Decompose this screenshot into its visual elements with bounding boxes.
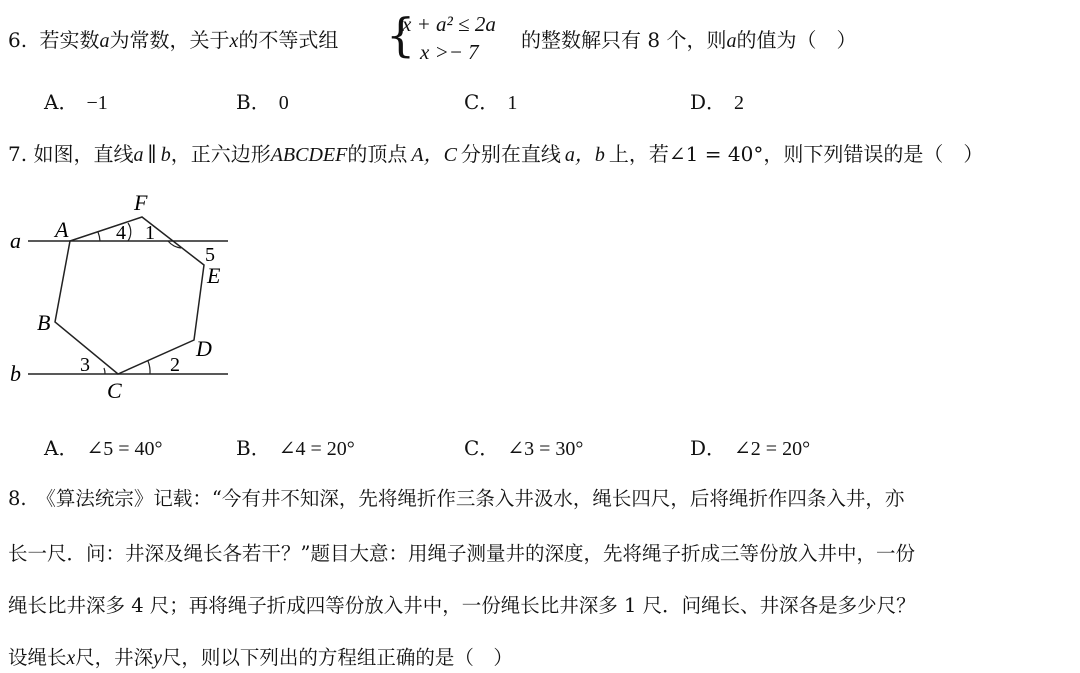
q6-option-d[interactable] (690, 86, 744, 115)
q6-option-b[interactable] (236, 86, 289, 115)
label-a: a (10, 228, 21, 253)
q7-var-b: b (160, 144, 171, 166)
angle-2-arc (148, 361, 150, 374)
q6-stem-tail (521, 24, 856, 53)
option-value: ∠3 = 30° (507, 438, 584, 460)
option-value: −1 (86, 92, 108, 114)
label-B: B (37, 310, 51, 335)
q7-hexagon-name: ABCDEF (270, 144, 348, 166)
label-angle-1: 1 (145, 222, 155, 244)
q7-option-b[interactable] (236, 432, 355, 461)
q6-brace: { (386, 8, 416, 62)
q8-var-y: y (153, 648, 162, 669)
angle-1-arc (128, 223, 131, 241)
q6-number: 6. (8, 28, 28, 52)
q8-line-3: 绳长比井深多 4 尺；再将绳子折成四等份放入井中，一份绳长比井深多 1 尺．问绳长、井深各是多少尺？ (8, 594, 916, 617)
option-value: 0 (278, 92, 289, 114)
q7-stem-text-4: 分别在直线 (460, 142, 561, 166)
option-value: 2 (734, 92, 745, 114)
option-value: ∠5 = 40° (86, 438, 163, 460)
q6-stem-text-5: 的值为（ ） (736, 28, 857, 52)
q6-var-a: a (99, 30, 110, 52)
option-label: A． (44, 90, 79, 114)
angle-4-arc (98, 232, 100, 241)
option-label: B． (236, 436, 271, 460)
q6-stem-text-2: 为常数，关于 (109, 28, 230, 52)
option-label: A． (44, 436, 79, 460)
label-angle-5: 5 (205, 244, 215, 266)
label-F: F (134, 190, 148, 215)
hexagon-figure (0, 180, 240, 405)
q6-inequality-2: x >− 7 (420, 40, 479, 64)
label-A: A (55, 217, 69, 242)
option-value: ∠2 = 20° (734, 438, 811, 460)
q7-stem-text-2: ，正六边形 (170, 142, 271, 166)
option-label: B． (236, 90, 271, 114)
label-E: E (207, 263, 221, 288)
label-angle-2: 2 (170, 354, 180, 376)
q7-stem-text-3: 的顶点 (347, 142, 408, 166)
q7-option-c[interactable] (464, 432, 583, 461)
parallel-symbol: ∥ (147, 144, 157, 166)
q7-option-d[interactable] (690, 432, 810, 461)
q8-text: 设绳长 (8, 646, 67, 669)
q6-var-a-2: a (726, 30, 737, 52)
q6-option-c[interactable] (464, 86, 517, 115)
q7-stem-text: 7. 如图，直线 (8, 142, 134, 166)
q6-stem-text: 若实数 (39, 28, 100, 52)
angle-3-arc (104, 368, 105, 374)
q8-line-4 (8, 642, 513, 670)
q6-stem-text-4: 的整数解只有 8 个，则 (521, 28, 727, 52)
option-label: D． (690, 436, 727, 460)
option-label: C． (464, 90, 500, 114)
q6-inequality-1: x + a² ≤ 2a (402, 12, 496, 36)
q7-var-a: a (133, 144, 144, 166)
q8-var-x: x (66, 648, 76, 669)
q7-lines: a，b (564, 144, 605, 166)
label-C: C (107, 378, 122, 403)
q8-text-3: 尺，则以下列出的方程组正确的是（ ） (161, 646, 513, 669)
label-angle-3: 3 (80, 354, 90, 376)
label-angle-4: 4 (116, 222, 126, 244)
q6-var-x: x (229, 30, 239, 52)
q6-stem (8, 24, 338, 53)
option-label: C． (464, 436, 500, 460)
label-D: D (196, 336, 212, 361)
q8-line-2: 长一尺．问：井深及绳长各若干？”题目大意：用绳子测量井的深度，先将绳子折成三等份放入井中，一份 (8, 542, 915, 565)
label-b: b (10, 361, 21, 386)
option-label: D． (690, 90, 727, 114)
q6-option-a[interactable] (44, 86, 108, 115)
q6-stem-text-3: 的不等式组 (238, 28, 339, 52)
q7-option-a[interactable] (44, 432, 163, 461)
q7-stem-text-5: 上，若∠1 = 40°，则下列错误的是（ ） (608, 142, 984, 166)
q7-stem (8, 138, 983, 167)
option-value: ∠4 = 20° (278, 438, 355, 460)
q7-vertices: A，C (411, 144, 457, 166)
q8-text-2: 尺，井深 (75, 646, 154, 669)
option-value: 1 (507, 92, 518, 114)
q8-line-1: 8. 《算法统宗》记载：“今有井不知深，先将绳折作三条入井汲水，绳长四尺，后将绳折作四条入井，亦 (8, 487, 905, 510)
